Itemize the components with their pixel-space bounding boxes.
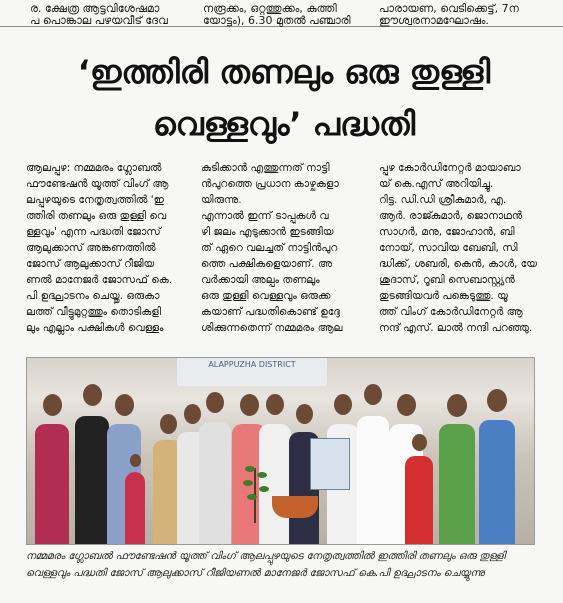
top-strip-col1-line2: പ പൊങ്കാല പഴയവീട് ദേവ <box>30 15 168 27</box>
caption-line-1: നമ്മമരം ഗ്ലോബൽ ഫൗണ്ടേഷൻ യൂത്ത് വിംഗ് ആലപ്പുഴയുടെ നേതൃത്വത്തിൽ ഇത്തിരി തണലും ഒരു തുള്ളി <box>26 550 506 562</box>
article-line: പി ഉദ്ഘാടനം ചെയ്തു. ഒരുകാ <box>26 290 160 302</box>
article-line: ള്ളവും' എന്ന പദ്ധതി ജോസ് <box>26 226 161 238</box>
sapling-plant <box>235 458 275 528</box>
article-line: ദ്ധിക്ക്, ശബരി, കെൻ, കാൾ, യേ <box>379 258 538 270</box>
top-strip-col2-line2: യോട്ടം), 6.30 മുതൽ പഞ്ചാരി <box>203 15 351 27</box>
article-line: ലും എല്ലാം പക്ഷികൾ വെള്ളം <box>26 322 164 334</box>
article-line: ത് ഏറെ വലച്ചത് നാട്ടിൻപുറ <box>201 242 338 254</box>
article-line: ആർ. രാജ്കുമാർ, ജൊനാഥൻ <box>379 210 523 222</box>
article-column-1 <box>26 160 188 336</box>
news-photo <box>26 357 535 545</box>
article-line: സാഗർ, മനു, ജോഹാൻ, ബി <box>379 226 515 238</box>
photo-person <box>439 394 475 544</box>
photo-banner <box>177 358 327 386</box>
photo-caption <box>26 548 541 582</box>
top-strip-col3: പാരായണ, വെടിക്കെട്ട്, 7ന <box>379 3 519 15</box>
article-line: ത്തിരി തണലും ഒരു തുള്ളി വെ <box>26 210 167 222</box>
caption-line-2: വെള്ളവും പദ്ധതി ജോസ് ആലുക്കാസ് റീജിയണൽ മാനേജർ ജോസഫ് കെ.പി ഉദ്ഘാടനം ചെയ്യുന്നു <box>26 567 485 579</box>
article-line: ൻപുറത്തെ പ്രധാന കാഴ്ചകളാ <box>201 178 339 190</box>
article-line: ഫൗണ്ടേഷൻ യൂത്ത് വിംഗ് ആ <box>26 178 169 190</box>
article-line: ലത്ത് വീട്ടുമുറ്റത്തും തൊടികളി <box>26 306 162 318</box>
article-line: ജോസ് ആലുക്കാസ് റീജിയ <box>26 258 155 270</box>
held-poster <box>310 438 350 490</box>
article-line: ണൽ മാനേജർ ജോസഫ് കെ. <box>26 274 173 286</box>
photo-person <box>199 392 231 544</box>
top-strip-col2: നരൂക്കം, ഒറ്റത്തുക്കം, കുത്തി <box>203 3 337 15</box>
article-line: ത്തെ പക്ഷികളെയാണ്. അ <box>201 258 333 270</box>
article-column-2 <box>201 160 363 336</box>
photo-person <box>479 389 515 544</box>
article-line: എന്നാൽ ഇന്ന് ടാപ്പുകൾ വ <box>201 210 329 222</box>
article-line: തുടങ്ങിയവർ പങ്കെടുത്തു. യൂ <box>379 290 508 302</box>
photo-person <box>75 384 109 544</box>
article-line: ശുദാസ്, റൂബി സെബാസ്റ്റ്യൻ <box>379 274 515 286</box>
article-line: കുടിക്കാൻ എത്തുന്നത് നാട്ടി <box>201 162 330 174</box>
article-line: നോയ്, സാവിയ ബേബി, സി <box>379 242 518 254</box>
article-line: യിരുന്നു. <box>201 194 242 206</box>
article-line: പ്പുഴ കോർഡിനേറ്റർ മായാബാ <box>379 162 521 174</box>
article-line: ലപ്പുഴയുടെ നേതൃത്വത്തിൽ 'ഇ <box>26 194 164 206</box>
top-strip-col1: ര. ക്ഷേത്ര ആട്ടവിശേഷമാ <box>30 3 160 15</box>
article-line: റിട്ട. ഡി.ഡി ശ്രീകുമാർ, എ. <box>379 194 507 206</box>
photo-person <box>125 454 145 544</box>
previous-article-strip <box>0 0 563 27</box>
photo-person <box>405 434 433 544</box>
article-line: നന്ദ് എസ്. ലാൽ നന്ദി പറഞ്ഞു. <box>379 322 533 334</box>
article-line: വർക്കായി അല്പം തണലും <box>201 274 320 286</box>
article-line: യ് കെ.എസ് അറിയിച്ചു. <box>379 178 494 190</box>
article-line: ശിക്കുന്നതെന്ന് നമ്മമരം ആല <box>201 322 343 334</box>
photo-banner-text: ALAPPUZHA DISTRICT <box>208 360 296 369</box>
water-pot <box>272 496 318 518</box>
article-line: ഴി ജലം എടുക്കാൻ ഇടങ്ങിയ <box>201 226 334 238</box>
photo-person <box>357 384 389 544</box>
article-line: ആലപ്പുഴ: നമ്മമരം ഗ്ലോബൽ <box>26 162 162 174</box>
headline-line-1: ‘ഇത്തിരി തണലും ഒരു തുള്ളി <box>77 53 491 91</box>
top-strip-col3-line2: ഈശ്വരനാമഘോഷം. <box>379 15 490 27</box>
photo-person <box>35 394 69 544</box>
headline-line-2: വെള്ളവും’ പദ്ധതി <box>152 105 416 143</box>
article-line: ത്ത് വിംഗ് കോർഡിനേറ്റർ ആ <box>379 306 523 318</box>
article-line: ആലുക്കാസ് അങ്കണത്തിൽ <box>26 242 156 254</box>
article-line: ഒരു തുള്ളി വെള്ളവും ഒരുക്ക <box>201 290 331 302</box>
article-line: കയാണ് പദ്ധതികൊണ്ട് ഉദ്ദേ <box>201 306 340 318</box>
article-headline <box>24 46 544 150</box>
article-column-3 <box>379 160 539 336</box>
